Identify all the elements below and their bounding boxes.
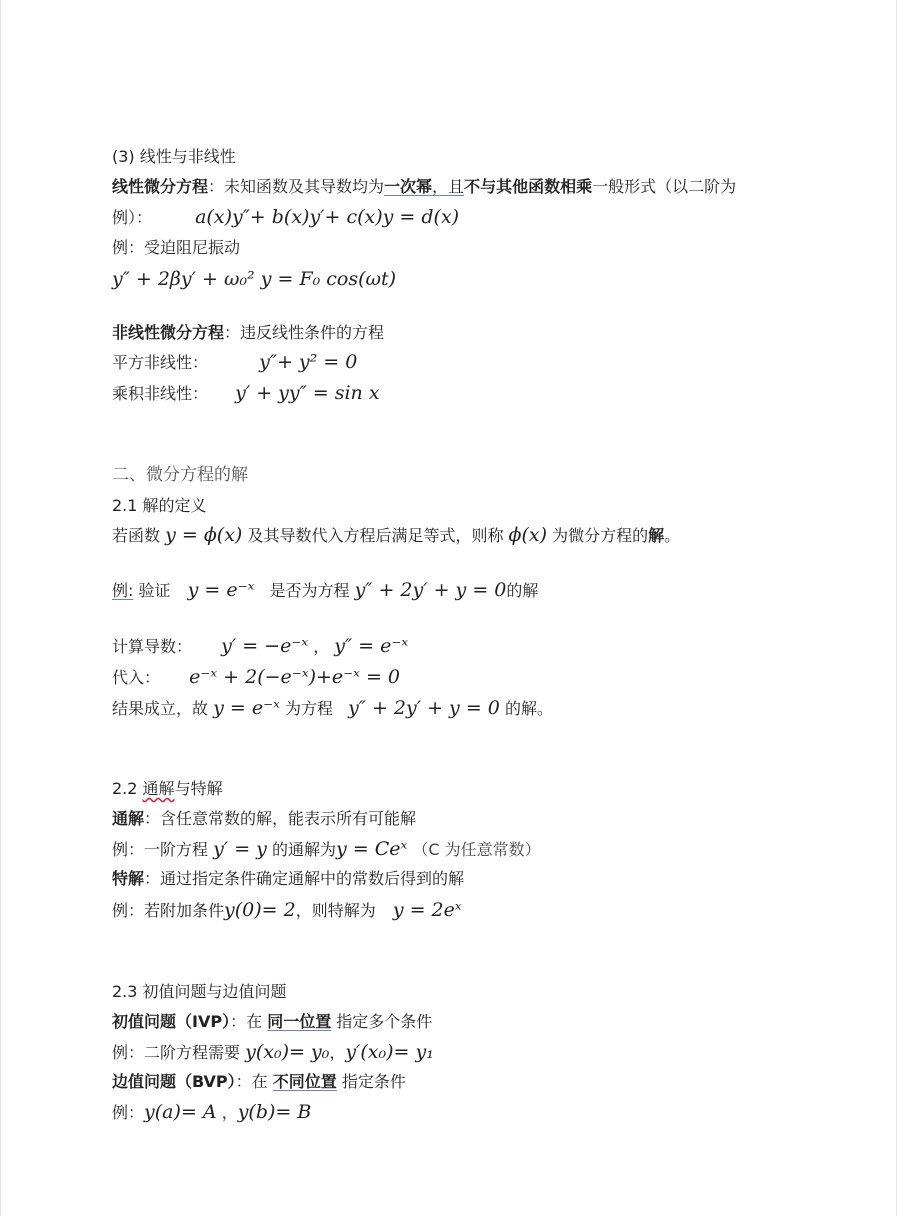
linear-and: ，且 [432,177,465,196]
linear-desc: ：未知函数及其导数均为 [208,177,385,196]
ex2-equation-2: y = 2eˣ [392,899,462,921]
bvp-comma: ， [221,1103,238,1122]
verify-label: 例: [112,581,134,600]
verify-equation-2: y″ + 2y′ + y = 0 [354,579,507,601]
section-3-heading-text: (3) 线性与非线性 [112,147,236,166]
bvp-colon: ：在 [235,1072,268,1091]
def-text-a: 若函数 [112,526,161,545]
derivative-line [112,634,408,659]
derivative-equation-1: y′ = −e⁻ˣ [221,635,309,657]
section-3-heading [112,145,236,169]
bvp-equation-1: y(a)= A [144,1101,217,1123]
verify-example-line [112,578,538,603]
particular-desc: ：通过指定条件确定通解中的常数后得到的解 [144,869,465,888]
linear-example-prefix: 例）： [112,208,153,227]
nonlinear-label: 非线性微分方程 [112,323,225,342]
def-text-b: 及其导数代入方程后满足等式，则称 [247,526,504,545]
ivp-rest: 指定多个条件 [336,1012,433,1031]
ivp-separator: ， [329,1043,346,1062]
linear-general-form-line [112,205,459,230]
ivp-equation-1: y(x₀)= y₀ [245,1041,330,1063]
verify-text-c: 的解 [506,581,539,600]
ivp-example-line [112,1040,434,1065]
result-line [112,696,553,721]
ex1-text-b: 的通解为 [271,840,336,859]
bvp-label: 边值问题（BVP） [112,1072,236,1091]
linear-general-text: 一般形式（以二阶为 [592,177,737,196]
section-2-3-heading-text: 2.3 初值问题与边值问题 [112,982,287,1001]
ex2-text-b: ，则特解为 [295,901,376,920]
result-text-a: 结果成立，故 [112,699,209,718]
section-2-1-heading [112,494,207,518]
ivp-same-position: 同一位置 [267,1012,332,1031]
section-2-2-num: 2.2 [112,779,138,798]
section-2-2-rest: 与特解 [174,779,223,798]
bvp-different-position: 不同位置 [272,1072,337,1091]
linear-label: 线性微分方程 [112,177,209,196]
square-equation: y″+ y² = 0 [259,351,358,373]
nonlinear-definition-line [112,321,384,345]
section-2-3-heading [112,980,287,1004]
linear-general-equation: a(x)y″+ b(x)y′+ c(x)y = d(x) [195,206,460,228]
particular-example-line [112,898,462,923]
ex1-equation-1: y′ = y [213,838,267,860]
section-2-2-heading [112,777,223,801]
product-label: 乘积非线性： [112,384,209,403]
result-text-c: 的解。 [504,699,553,718]
verify-text-a: 验证 [138,581,171,600]
substitution-label: 代入： [112,668,161,687]
damped-equation: y″ + 2βy′ + ω₀² y = F₀ cos(ωt) [112,268,397,290]
derivative-equation-2: y″ = e⁻ˣ [334,635,409,657]
solution-definition-line [112,523,680,548]
nonlinear-desc: ：违反线性条件的方程 [224,323,385,342]
substitution-equation: e⁻ˣ + 2(−e⁻ˣ)+e⁻ˣ = 0 [189,666,401,688]
first-power-term: 一次幂 [384,177,433,196]
ivp-example-text: 例：二阶方程需要 [112,1043,241,1062]
linear-definition-line [112,175,736,199]
section-2-2-general-word: 通解 [142,779,175,798]
ex2-text-a: 例：若附加条件 [112,901,225,920]
damped-example-text: 例：受迫阻尼振动 [112,238,241,257]
square-nonlinear-line [112,350,357,375]
result-text-b: 为方程 [284,699,333,718]
not-multiply-term: 不与其他函数相乘 [464,177,593,196]
chapter-2-heading [112,463,248,487]
ex2-equation-1: y(0)= 2 [224,899,296,921]
result-equation-1: y = e⁻ˣ [213,697,280,719]
ex1-text-a: 例：一阶方程 [112,840,209,859]
def-solution-word: 解 [648,526,665,545]
general-desc: ：含任意常数的解，能表示所有可能解 [144,809,417,828]
derivative-label: 计算导数： [112,637,193,656]
bvp-equation-2: y(b)= B [237,1101,312,1123]
result-equation-2: y″ + 2y′ + y = 0 [348,697,500,719]
bvp-rest: 指定条件 [341,1072,406,1091]
substitution-line [112,665,400,690]
general-solution-line [112,807,416,831]
ivp-definition-line [112,1010,432,1034]
derivative-comma: ， [313,637,330,656]
section-2-1-heading-text: 2.1 解的定义 [112,496,207,515]
verify-equation-1: y = e⁻ˣ [187,579,255,601]
particular-label: 特解 [112,869,145,888]
general-label: 通解 [112,809,145,828]
ivp-colon: ：在 [230,1012,263,1031]
def-equation-2: ϕ(x) [508,524,548,546]
def-equation-1: y = ϕ(x) [165,524,243,546]
chapter-2-heading-text: 二、微分方程的解 [112,465,248,485]
product-equation: y′ + yy″ = sin x [235,382,380,404]
product-nonlinear-line [112,381,380,406]
ex1-text-c: （C 为任意常数） [412,840,541,859]
bvp-definition-line [112,1070,406,1094]
damped-example-line [112,236,240,260]
damped-equation-line [112,267,396,292]
verify-text-b: 是否为方程 [269,581,350,600]
ivp-equation-2: y′(x₀)= y₁ [345,1041,434,1063]
bvp-example-line [112,1100,311,1125]
bvp-example-text: 例： [112,1103,145,1122]
particular-solution-line [112,867,464,891]
ivp-label: 初值问题（IVP） [112,1012,231,1031]
square-label: 平方非线性： [112,353,209,372]
general-example-line [112,837,541,862]
ex1-equation-2: y = Ceˣ [336,838,408,860]
def-text-c: 为微分方程的 [552,526,649,545]
def-period: 。 [664,526,681,545]
